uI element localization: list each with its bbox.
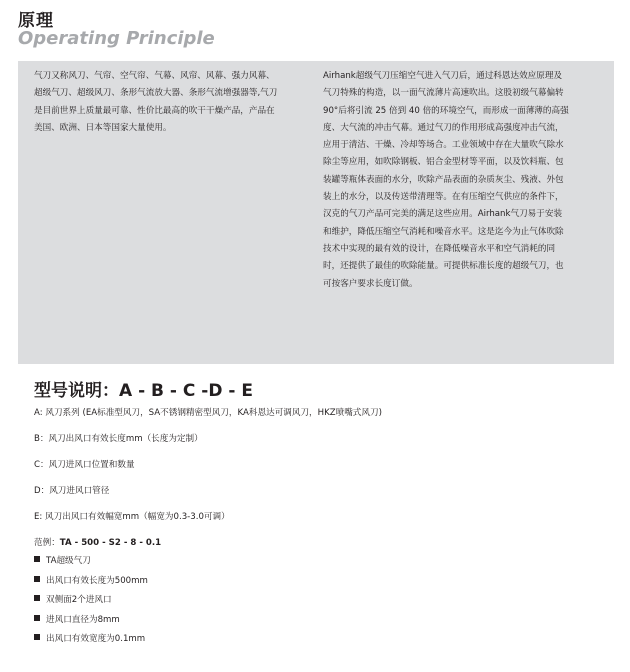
page-title-cn: 原理 xyxy=(18,11,54,31)
paragraph-line: 90°后将引流 25 倍到 40 倍的环境空气，而形成一面薄薄的高强 xyxy=(323,105,569,116)
list-item xyxy=(34,552,148,572)
paragraph-line: 超级气刀、超级风刀、条形气流放大器、条形气流增强器等,气刀 xyxy=(34,88,278,99)
paragraph-line: 技术中实现的最有效的设计，在降低噪音水平和空气消耗的同 xyxy=(323,243,556,254)
paragraph-line: 装罐等瓶体表面的水分，吹除产品表面的杂质灰尘、残液、外包 xyxy=(323,174,564,185)
square-bullet-icon xyxy=(34,615,40,621)
paragraph-line: 气刀又称风刀、气帘、空气帘、气幕、风帘、风幕、强力风幕、 xyxy=(34,71,275,81)
list-item xyxy=(34,611,148,631)
paragraph-line: 美国、欧洲、日本等国家大量使用。 xyxy=(34,122,172,133)
square-bullet-icon xyxy=(34,634,40,640)
paragraph-line: 气刀特殊的构造，以一面气流薄片高速吹出。这股初级气幕偏转 xyxy=(323,88,564,99)
example-line xyxy=(34,536,161,548)
definition-a: A: 风刀系列 (EA标准型风刀，SA不锈钢精密型风刀，KA科恩达可调风刀，HKZ喷嘴式风刀) xyxy=(34,408,382,418)
principle-left-column xyxy=(34,68,304,137)
list-item-text: TA超级气刀 xyxy=(46,556,91,566)
example-label: 范例： xyxy=(34,538,60,548)
paragraph-line: 可按客户要求长度订做。 xyxy=(323,278,418,289)
paragraph-line: 应用于清洁、干燥、冷却等场合。工业领域中存在大量吹气除水 xyxy=(323,140,564,151)
paragraph-line: 汉克的气刀产品可完美的满足这些应用。Airhank气刀易于安装 xyxy=(323,209,563,220)
square-bullet-icon xyxy=(34,576,40,582)
list-item-text: 双侧面2个进风口 xyxy=(46,595,112,605)
list-item xyxy=(34,630,148,650)
paragraph-line: Airhank超级气刀压缩空气进入气刀后，通过科恩达效应原理及 xyxy=(323,71,563,81)
model-title: 型号说明：A - B - C -D - E xyxy=(34,381,253,401)
definition-b: B：风刀出风口有效长度mm（长度为定制） xyxy=(34,434,203,444)
paragraph-line: 装上的水分，以及传送带清理等。在有压缩空气供应的条件下， xyxy=(323,192,564,203)
list-item xyxy=(34,572,148,592)
paragraph-line: 度、大气流的冲击气幕。通过气刀的作用形成高强度冲击气流， xyxy=(323,122,564,133)
list-item-text: 出风口有效长度为500mm xyxy=(46,575,148,586)
definition-c: C：风刀进风口位置和数量 xyxy=(34,460,135,470)
definition-d: D：风刀进风口管径 xyxy=(34,486,110,496)
example-list xyxy=(34,552,148,650)
paragraph-line: 除尘等应用，如吹除钢板、铝合金型材等平面，以及饮料瓶、包 xyxy=(323,157,564,168)
square-bullet-icon xyxy=(34,556,40,562)
definition-e: E: 风刀出风口有效幅宽mm（幅宽为0.3-3.0可调） xyxy=(34,512,230,522)
principle-right-column xyxy=(323,68,605,293)
list-item xyxy=(34,591,148,611)
paragraph-line: 是目前世界上质量最可靠、性价比最高的吹干干燥产品，产品在 xyxy=(34,105,275,116)
paragraph-line: 时，还提供了最佳的吹除能量。可提供标准长度的超级气刀，也 xyxy=(323,261,564,272)
paragraph-line: 和维护，降低压缩空气消耗和噪音水平。这是迄今为止气体吹除 xyxy=(323,226,564,237)
list-item-text: 进风口直径为8mm xyxy=(46,614,120,625)
page-title-en: Operating Principle xyxy=(18,28,215,49)
example-code: TA - 500 - S2 - 8 - 0.1 xyxy=(59,538,162,548)
square-bullet-icon xyxy=(34,595,40,601)
list-item-text: 出风口有效宽度为0.1mm xyxy=(46,634,146,644)
